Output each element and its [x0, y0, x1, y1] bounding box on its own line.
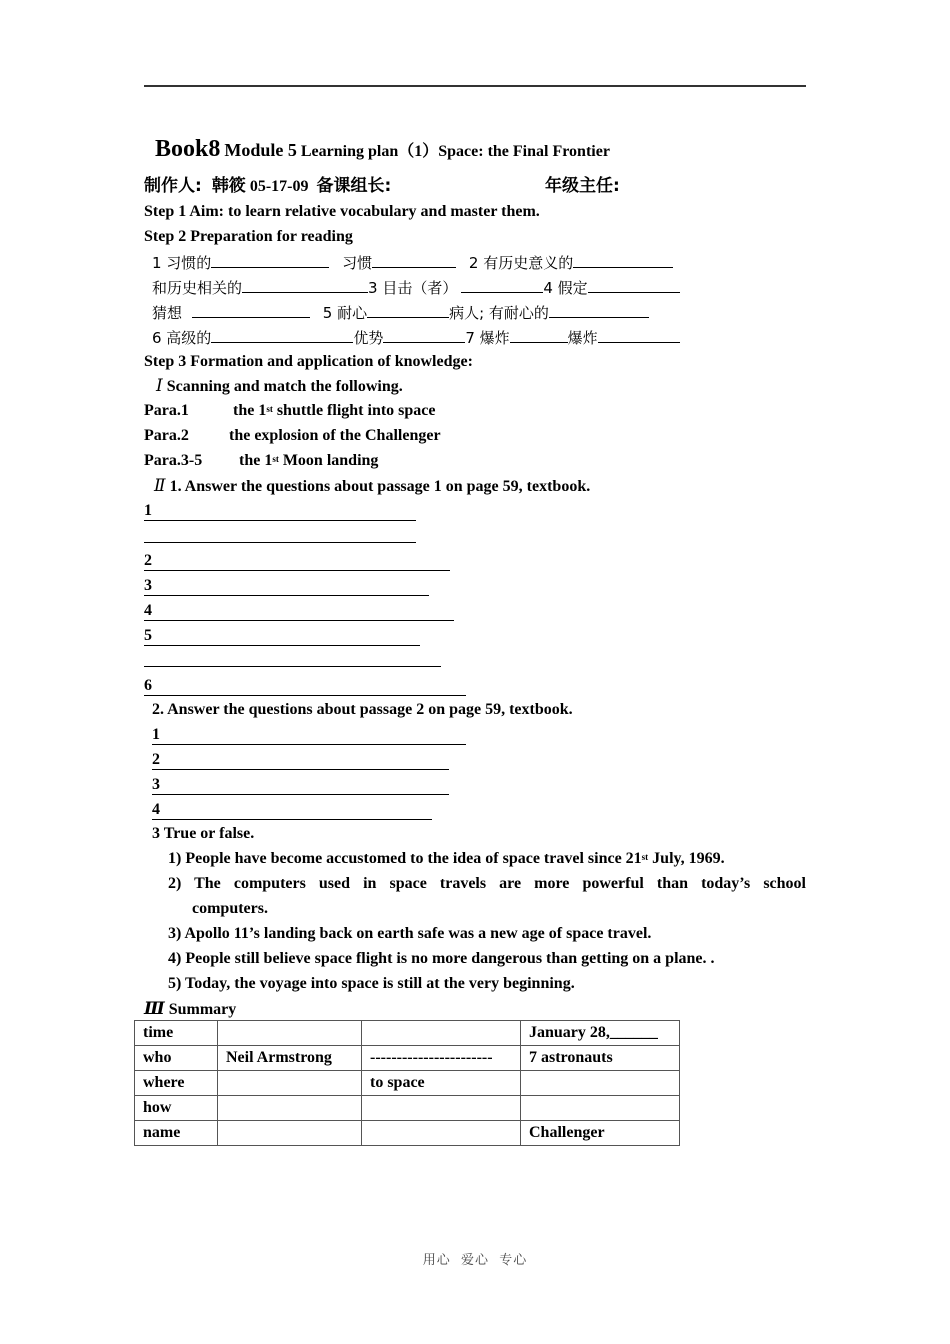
table-cell: how: [135, 1096, 218, 1121]
table-cell[interactable]: [521, 1071, 680, 1096]
part1-heading-text: Scanning and match the following.: [166, 378, 403, 395]
match-text: the explosion of the Challenger: [229, 427, 441, 444]
vocab-label: 和历史相关的: [152, 279, 243, 297]
vocab-blank[interactable]: [461, 277, 543, 293]
table-cell[interactable]: Challenger: [521, 1121, 680, 1146]
vocab-label: 习惯: [342, 254, 373, 272]
answer-line[interactable]: 4: [144, 601, 454, 621]
table-cell[interactable]: [218, 1121, 362, 1146]
answer-line[interactable]: 1: [152, 725, 466, 745]
answer-line[interactable]: 4: [152, 800, 432, 820]
author-label: 制作人:: [144, 176, 202, 196]
table-cell: where: [135, 1071, 218, 1096]
tf-item-5: 5) Today, the voyage into space is still at the very beginning.: [168, 975, 575, 992]
answer-line[interactable]: 3: [144, 576, 429, 596]
grade-director: [545, 176, 620, 197]
table-cell[interactable]: [218, 1096, 362, 1121]
table-cell: who: [135, 1046, 218, 1071]
vocab-blank[interactable]: [372, 252, 456, 268]
step1-aim: Step 1 Aim: to learn relative vocabulary and master them.: [144, 203, 540, 220]
vocab-blank[interactable]: [192, 302, 310, 318]
summary-table: [134, 1020, 680, 1146]
vocab-label: 5 耐心: [322, 304, 368, 322]
vocab-label: 病人; 有耐心的: [449, 304, 549, 322]
tf-item-4: 4) People still believe space flight is no more dangerous than getting on a plane. .: [168, 950, 715, 967]
part2-heading: [154, 476, 590, 497]
vocab-label: 优势: [353, 329, 384, 347]
q3-heading: 3 True or false.: [152, 825, 255, 842]
table-cell[interactable]: [362, 1021, 521, 1046]
table-cell[interactable]: [218, 1071, 362, 1096]
table-cell[interactable]: [218, 1021, 362, 1046]
match-para: Para.1: [144, 402, 189, 419]
vocab-blank[interactable]: [598, 327, 680, 343]
table-row: [135, 1071, 680, 1096]
vocab-blank[interactable]: [549, 302, 649, 318]
roman-numeral: Ⅰ: [156, 376, 163, 395]
table-cell[interactable]: Neil Armstrong: [218, 1046, 362, 1071]
vocab-row-3: [152, 302, 649, 323]
table-cell[interactable]: January 28,______: [521, 1021, 680, 1046]
vocab-label: 7 爆炸: [465, 329, 510, 347]
vocab-blank[interactable]: [510, 327, 568, 343]
meta-line: [144, 176, 391, 197]
answer-line[interactable]: [144, 666, 441, 667]
tf-item-2: 2) The computers used in space travels are more powerful than today’s school: [168, 875, 806, 892]
vocab-blank[interactable]: [211, 252, 329, 268]
part3-heading: [144, 999, 236, 1020]
header-rule: [144, 85, 806, 87]
grade-director-label: 年级主任:: [545, 176, 620, 196]
tf-item-1: 1) People have become accustomed to the idea of space travel since 21st July, 1969.: [168, 850, 725, 867]
vocab-label: 2 有历史意义的: [468, 254, 574, 272]
table-cell: time: [135, 1021, 218, 1046]
answer-line[interactable]: 1: [144, 501, 416, 521]
vocab-blank[interactable]: [383, 327, 465, 343]
table-row: [135, 1046, 680, 1071]
table-row: [135, 1096, 680, 1121]
table-cell[interactable]: to space: [362, 1071, 521, 1096]
step2-heading: Step 2 Preparation for reading: [144, 228, 353, 245]
vocab-blank[interactable]: [588, 277, 680, 293]
roman-numeral: Ⅱ: [154, 476, 166, 495]
answer-line[interactable]: [144, 542, 416, 543]
match-row: [144, 401, 436, 421]
page-footer: 用心 爱心 专心: [422, 1253, 528, 1268]
vocab-blank[interactable]: [242, 277, 368, 293]
table-row: [135, 1021, 680, 1046]
vocab-blank[interactable]: [367, 302, 449, 318]
vocab-blank[interactable]: [211, 327, 353, 343]
vocab-label: 6 高级的: [152, 329, 212, 347]
table-cell[interactable]: 7 astronauts: [521, 1046, 680, 1071]
table-cell[interactable]: [362, 1096, 521, 1121]
vocab-row-2: [152, 277, 680, 298]
vocab-label: 4 假定: [543, 279, 588, 297]
vocab-label: 爆炸: [567, 329, 598, 347]
match-text: the 1st shuttle flight into space: [233, 402, 436, 419]
match-row: [144, 451, 379, 471]
answer-line[interactable]: 6: [144, 676, 466, 696]
roman-numeral: Ⅲ: [144, 999, 165, 1018]
answer-line[interactable]: 5: [144, 626, 420, 646]
vocab-label: 3 目击（者）: [368, 279, 458, 297]
vocab-blank[interactable]: [573, 252, 673, 268]
table-cell[interactable]: [521, 1096, 680, 1121]
part1-heading: [156, 376, 403, 397]
step3-heading: Step 3 Formation and application of knowledge:: [144, 353, 473, 370]
answer-line[interactable]: 2: [152, 750, 449, 770]
group-leader-label: 备课组长:: [316, 176, 392, 196]
page-title: [155, 136, 610, 163]
q1-heading: 1. Answer the questions about passage 1 on page 59, textbook.: [169, 478, 591, 495]
title-module: Module 5: [224, 140, 297, 160]
q2-heading: 2. Answer the questions about passage 2 on page 59, textbook.: [152, 701, 573, 718]
tf-item-3: 3) Apollo 11’s landing back on earth safe was a new age of space travel.: [168, 925, 652, 942]
vocab-label: 猜想: [152, 304, 183, 322]
table-cell[interactable]: [362, 1121, 521, 1146]
table-row: [135, 1121, 680, 1146]
date: 05-17-09: [249, 178, 309, 195]
match-row: [144, 426, 441, 446]
title-book: Book8: [155, 136, 221, 162]
vocab-label: 1 习惯的: [152, 254, 212, 272]
match-text: the 1st Moon landing: [239, 452, 379, 469]
vocab-row-4: [152, 327, 680, 348]
table-cell[interactable]: -----------------------: [362, 1046, 521, 1071]
answer-line[interactable]: 3: [152, 775, 449, 795]
match-para: Para.2: [144, 427, 189, 444]
tf-item-2-cont: computers.: [192, 900, 268, 917]
answer-line[interactable]: 2: [144, 551, 450, 571]
table-cell: name: [135, 1121, 218, 1146]
title-rest: Learning plan（1）Space: the Final Frontier: [300, 143, 610, 160]
author-name: 韩筱: [211, 176, 246, 196]
match-para: Para.3-5: [144, 452, 203, 469]
summary-heading: Summary: [168, 1001, 237, 1018]
vocab-row-1: [152, 252, 673, 273]
